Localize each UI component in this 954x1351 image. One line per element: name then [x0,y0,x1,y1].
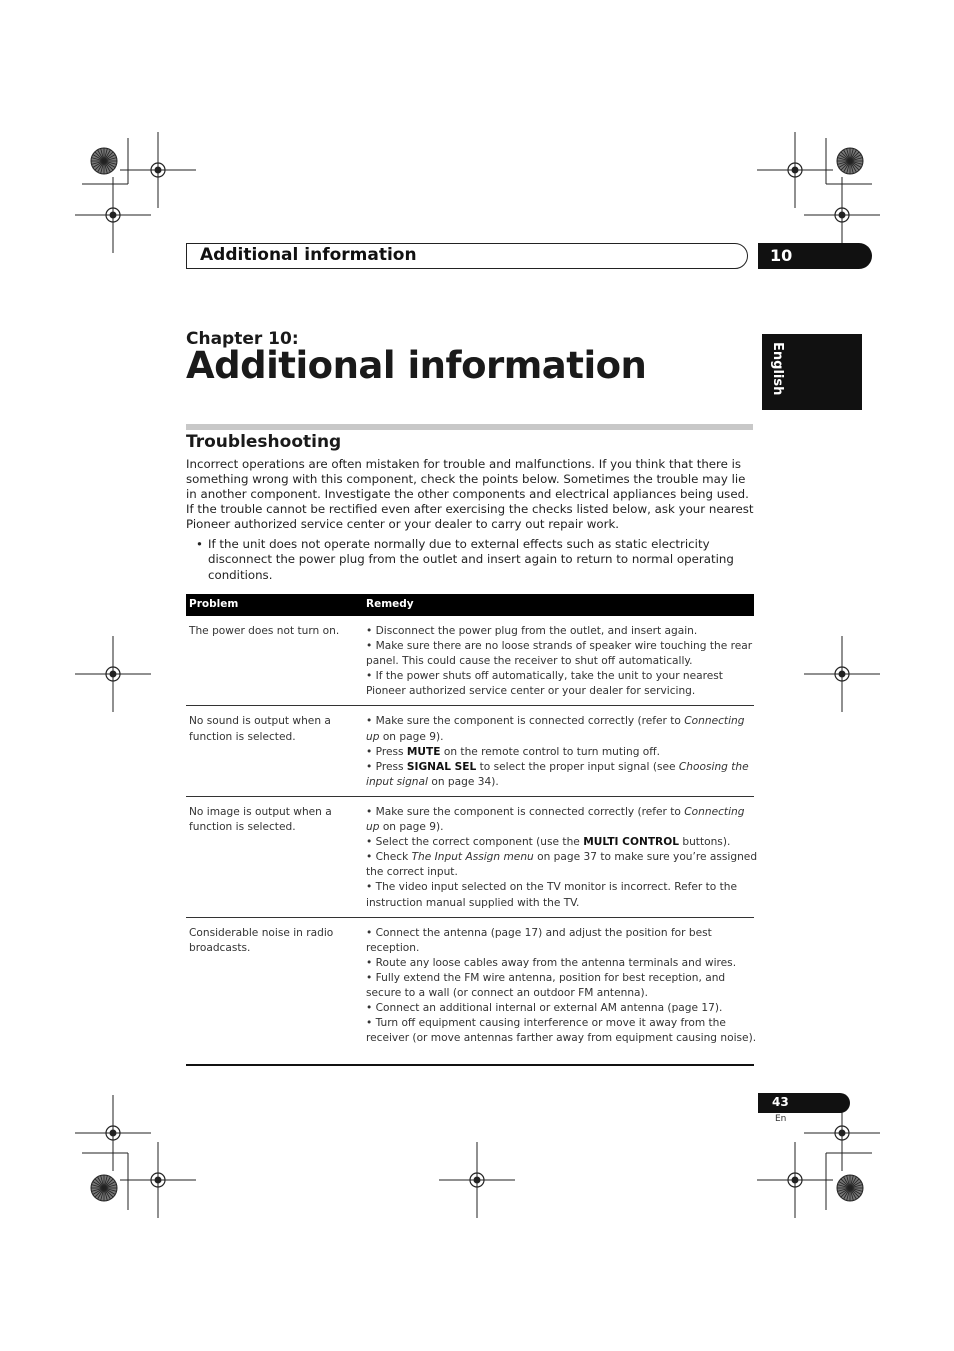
problem-cell: The power does not turn on. [189,625,340,637]
crosshair-target [120,132,196,208]
remedy-line: • The video input selected on the TV monitor is incorrect. Refer to the instruction manual supplied with the TV. [366,881,737,909]
table-row [186,918,757,1066]
table-row [186,797,758,918]
remedy-line: • Make sure there are no loose strands of speaker wire touching the rear panel. This could cause the receiver to shut off automatically. [366,640,753,668]
problem-cell: No sound is output when a function is selected. [189,715,331,743]
bullet-text: If the unit does not operate normally due to external effects such as static electricity disconnect the power plug from the outlet and insert again to return to normal operating conditions. [208,537,734,582]
language-tab [762,334,862,410]
page-language: En [775,1114,787,1124]
header-title: Additional information [200,245,417,265]
crosshair-target [804,177,880,253]
crosshair-target [75,636,151,712]
remedy-line: • Disconnect the power plug from the outlet, and insert again. [366,625,698,637]
language-label: English [770,342,785,396]
crosshair-target [757,132,833,208]
remedy-line: • Select the correct component (use the MULTI CONTROL buttons). [366,836,731,849]
remedy-cell [366,918,758,1053]
column-header-problem: Problem [189,598,239,610]
remedy-line: • Press MUTE on the remote control to turn muting off. [366,745,660,758]
remedy-line: • Connect an additional internal or external AM antenna (page 17). [366,1002,723,1015]
problem-cell: Considerable noise in radio broadcasts. [189,926,334,954]
column-header-remedy: Remedy [366,598,414,610]
crosshair-target [439,1142,515,1218]
bullet-dot: • [196,537,203,551]
crosshair-target [75,177,151,253]
crosshair-target [804,636,880,712]
crosshair-target [120,1142,196,1218]
remedy-line: • Fully extend the FM wire antenna, position for best reception, and secure to a wall (or connect an outdoor FM antenna). [366,971,726,999]
dial-target [91,1175,117,1201]
dial-target [837,148,863,174]
remedy-line: • Make sure the component is connected correctly (refer to Connecting up on page 9). [366,805,745,834]
remedy-line: • Check The Input Assign menu on page 37 to make sure you’re assigned the correct input. [366,851,758,879]
table-row [186,706,754,796]
header-chapter-number: 10 [758,243,872,269]
table-row [186,616,754,706]
table-body [186,616,758,1066]
problem-cell: No image is output when a function is selected. [189,805,332,834]
crosshair-target [75,1095,151,1171]
remedy-line: • Route any loose cables away from the antenna terminals and wires. [366,956,737,969]
remedy-line: • Turn off equipment causing interference or move it away from the receiver (or move antennas farther away from equipment causing noise). [366,1017,757,1045]
chapter-label: Chapter 10: [186,329,299,349]
page-number: 43 [772,1095,789,1109]
dial-target [91,148,117,174]
remedy-cell [366,616,758,705]
remedy-cell [366,797,758,917]
remedy-line: • Press SIGNAL SEL to select the proper input signal (see Choosing the input signal on page 34). [366,760,749,788]
bullet-item [196,537,744,583]
dial-target [837,1175,863,1201]
remedy-line: • If the power shuts off automatically, take the unit to your nearest Pioneer authorized service center or your dealer for servicing. [366,670,723,698]
table-header [186,594,754,616]
crosshair-target [757,1142,833,1218]
remedy-line: • Make sure the component is connected correctly (refer to Connecting up on page 9). [366,715,745,743]
chapter-title: Additional information [186,344,647,387]
section-divider [186,424,753,430]
troubleshooting-table [186,594,758,1066]
remedy-line: • Connect the antenna (page 17) and adjust the position for best reception. [366,926,712,954]
remedy-cell [366,706,758,795]
intro-paragraph: Incorrect operations are often mistaken for trouble and malfunctions. If you think that there is something wrong with this component, check the points below. Sometimes the trouble may lie in another component. Investigate the other components and electrical appliances being used. If the trouble cannot be rectified even after exercising the checks listed below, ask your nearest Pioneer authorized service center or your dealer to carry out repair work. [186,457,754,532]
section-title: Troubleshooting [186,432,342,452]
